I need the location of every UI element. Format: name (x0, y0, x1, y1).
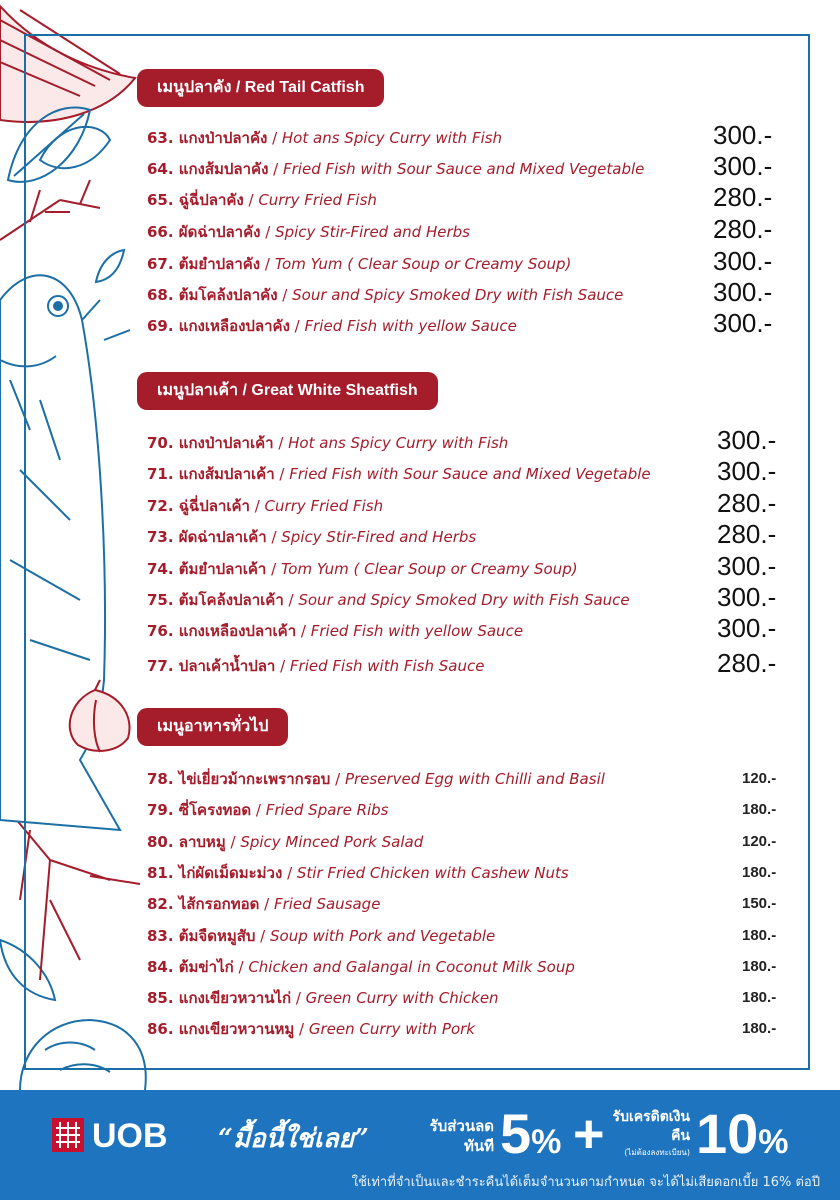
item-price: 300.- (713, 151, 773, 181)
menu-item: 64. แกงส้มปลาคัง / Fried Fish with Sour Sauce and Mixed Vegetable 300.- (147, 151, 773, 181)
menu-item: 82. ไส้กรอกทอด / Fried Sausage 150.- (147, 892, 810, 916)
menu-item: 85. แกงเขียวหวานไก่ / Green Curry with Chicken 180.- (147, 986, 810, 1010)
item-price: 150.- (742, 895, 777, 912)
item-price: 300.- (713, 308, 773, 338)
menu-item: 73. ผัดฉ่าปลาเค้า / Spicy Stir-Fired and Herbs 280.- (147, 519, 777, 549)
menu-item: 63. แกงป่าปลาคัง / Hot ans Spicy Curry with Fish 300.- (147, 120, 773, 150)
cashback-label: รับเครดิตเงินคืน (612, 1109, 690, 1144)
cashback-value: 10% (696, 1102, 789, 1165)
menu-item: 76. แกงเหลืองปลาเค้า / Fried Fish with yellow Sauce 300.- (147, 613, 777, 643)
item-price: 300.- (713, 246, 773, 276)
menu-item: 80. ลาบหมู / Spicy Minced Pork Salad 120.- (147, 830, 810, 854)
item-price: 120.- (742, 770, 777, 787)
menu-item: 81. ไก่ผัดเม็ดมะม่วง / Stir Fried Chicken with Cashew Nuts 180.- (147, 861, 810, 885)
item-price: 300.- (717, 425, 777, 455)
promo-slogan: “มื้อนี้ใช่เลย” (218, 1124, 369, 1154)
menu-item: 66. ผัดฉ่าปลาคัง / Spicy Stir-Fired and Herbs 280.- (147, 214, 773, 244)
uob-brand-text: UOB (92, 1117, 168, 1155)
uob-logo-icon (52, 1118, 84, 1152)
item-price: 280.- (713, 214, 773, 244)
discount-label: รับส่วนลดทันที (429, 1117, 494, 1155)
menu-item: 70. แกงป่าปลาเค้า / Hot ans Spicy Curry with Fish 300.- (147, 425, 777, 455)
credit-disclaimer: ใช้เท่าที่จำเป็นและชำระคืนได้เต็มจำนวนตามกำหนด จะได้ไม่เสียดอกเบี้ย 16% ต่อปี (351, 1175, 820, 1190)
item-price: 280.- (713, 182, 773, 212)
menu-item: 68. ต้มโคล้งปลาคัง / Sour and Spicy Smoked Dry with Fish Sauce 300.- (147, 277, 773, 307)
plus-sign: + (573, 1104, 605, 1164)
menu-item: 65. ฉู่ฉี่ปลาคัง / Curry Fried Fish 280.- (147, 182, 773, 212)
item-price: 300.- (717, 551, 777, 581)
item-price: 300.- (717, 582, 777, 612)
uob-logo (52, 1116, 192, 1156)
item-price: 280.- (717, 648, 777, 678)
section-header-general-menu: เมนูอาหารทั่วไป (137, 708, 288, 746)
item-price: 180.- (742, 864, 777, 881)
menu-item: 78. ไข่เยี่ยวม้ากะเพรากรอบ / Preserved Egg with Chilli and Basil 120.- (147, 767, 810, 791)
item-price: 180.- (742, 927, 777, 944)
menu-item: 79. ซี่โครงทอด / Fried Spare Ribs 180.- (147, 798, 810, 822)
item-price: 180.- (742, 989, 777, 1006)
menu-item: 67. ต้มยำปลาคัง / Tom Yum ( Clear Soup or Creamy Soup) 300.- (147, 246, 773, 276)
item-price: 180.- (742, 1020, 777, 1037)
menu-item: 74. ต้มยำปลาเค้า / Tom Yum ( Clear Soup or Creamy Soup) 300.- (147, 551, 777, 581)
menu-item: 75. ต้มโคล้งปลาเค้า / Sour and Spicy Smoked Dry with Fish Sauce 300.- (147, 582, 777, 612)
menu-item: 86. แกงเขียวหวานหมู / Green Curry with Pork 180.- (147, 1017, 810, 1041)
item-price: 280.- (717, 488, 777, 518)
section-header-great-white-sheatfish: เมนูปลาเค้า / Great White Sheatfish (137, 372, 438, 410)
item-price: 300.- (713, 277, 773, 307)
discount-value: 5% (500, 1102, 562, 1165)
menu-item: 71. แกงส้มปลาเค้า / Fried Fish with Sour Sauce and Mixed Vegetable 300.- (147, 456, 777, 486)
section-header-red-tail-catfish: เมนูปลาคัง / Red Tail Catfish (137, 69, 384, 107)
menu-item: 69. แกงเหลืองปลาคัง / Fried Fish with yellow Sauce 300.- (147, 308, 773, 338)
uob-promo-banner (0, 1090, 840, 1200)
item-price: 180.- (742, 801, 777, 818)
item-price: 300.- (717, 456, 777, 486)
cashback-note: (ไม่ต้องลงทะเบียน) (624, 1148, 690, 1157)
item-price: 280.- (717, 519, 777, 549)
item-price: 120.- (742, 833, 777, 850)
item-price: 180.- (742, 958, 777, 975)
menu-item: 83. ต้มจืดหมูสับ / Soup with Pork and Vegetable 180.- (147, 924, 810, 948)
item-price: 300.- (713, 120, 773, 150)
item-price: 300.- (717, 613, 777, 643)
menu-item: 72. ฉู่ฉี่ปลาเค้า / Curry Fried Fish 280.- (147, 488, 777, 518)
menu-item: 77. ปลาเค้าน้ำปลา / Fried Fish with Fish Sauce 280.- (147, 648, 777, 678)
menu-item: 84. ต้มข่าไก่ / Chicken and Galangal in Coconut Milk Soup 180.- (147, 955, 810, 979)
